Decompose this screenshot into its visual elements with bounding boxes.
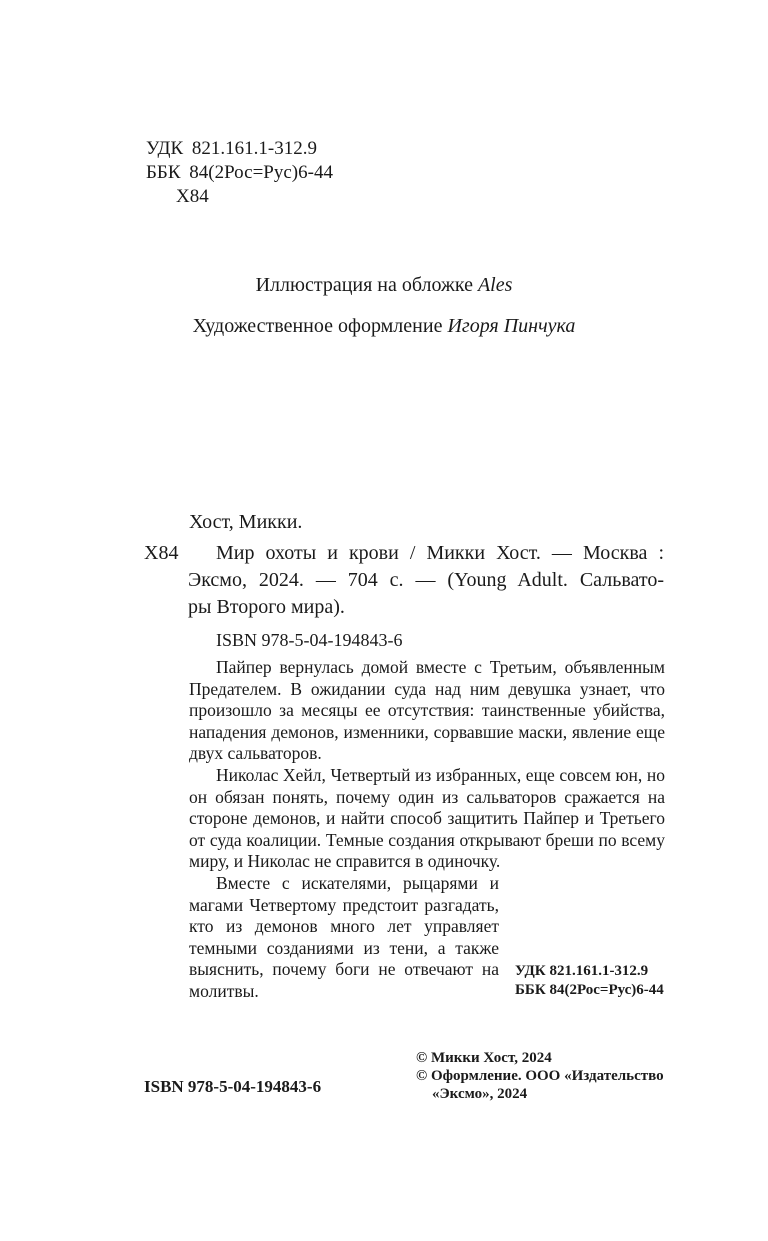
author-heading: Хост, Микки. — [189, 511, 303, 533]
footer-bbk: ББК 84(2Рос=Рус)6-44 — [515, 982, 664, 998]
classification-block — [146, 137, 333, 209]
udk-line — [146, 137, 333, 161]
annotation-paragraph: Николас Хейл, Четвертый из избранных, еще совсем юн, но он обязан понять, почему один из сальваторов сражается на стороне демонов, и найти способ защитить Пайпер и Третьего от суда коалиции. Темные создания открывают бреши по всему миру, и Николас не справится в одиночку. — [189, 764, 665, 872]
author-mark-text: Х84 — [176, 186, 209, 207]
illustration-credit — [0, 271, 768, 299]
citation-line: Мир охоты и крови / Микки Хост. — Москва : — [216, 542, 664, 564]
copyright-design: © Оформление. ООО «Издательство — [416, 1068, 664, 1084]
bbk-line — [146, 161, 333, 185]
udk-value: 821.161.1-312.9 — [191, 138, 317, 159]
copyright-author: © Микки Хост, 2024 — [416, 1050, 552, 1066]
annotation — [189, 657, 665, 1003]
footer-udk: УДК 821.161.1-312.9 — [515, 963, 649, 979]
annotation-paragraph: Вместе с искателями, рыцарями и магами Четвертому предстоит разгадать, кто из демонов много лет управляет темными созданиями из тени, а также выяснить, почему боги не отвечают на молитвы. — [189, 872, 499, 1001]
bbk-label: ББК — [146, 162, 181, 183]
annotation-paragraph: Пайпер вернулась домой вместе с Третьим, объявленным Предателем. В ожидании суда над ним девушка узнает, что произошло за месяцы ее отсутствия: таинственные убийства, нападения демонов, изменники, сорвавшие маски, явление еще двух сальваторов. — [189, 657, 665, 764]
illustrator-name: Ales — [477, 274, 513, 296]
citation-mark: Х84 — [144, 542, 179, 564]
udk-label: УДК — [146, 138, 184, 159]
illustration-credit-text: Иллюстрация на обложке — [255, 274, 473, 296]
designer-name: Игоря Пинчука — [447, 315, 576, 337]
citation-isbn: ISBN 978-5-04-194843-6 — [216, 630, 403, 650]
design-credit — [0, 312, 768, 340]
author-mark — [146, 185, 333, 209]
design-credit-text: Художественное оформление — [192, 315, 443, 337]
bbk-value: 84(2Рос=Рус)6-44 — [189, 162, 333, 183]
citation-line: ры Второго мира). — [188, 596, 345, 618]
imprint-isbn: ISBN 978-5-04-194843-6 — [144, 1077, 322, 1096]
citation-body — [188, 540, 664, 621]
citation-line: Эксмо, 2024. — 704 с. — (Young Adult. Сальвато- — [188, 569, 664, 591]
copyright-publisher: «Эксмо», 2024 — [432, 1086, 528, 1102]
